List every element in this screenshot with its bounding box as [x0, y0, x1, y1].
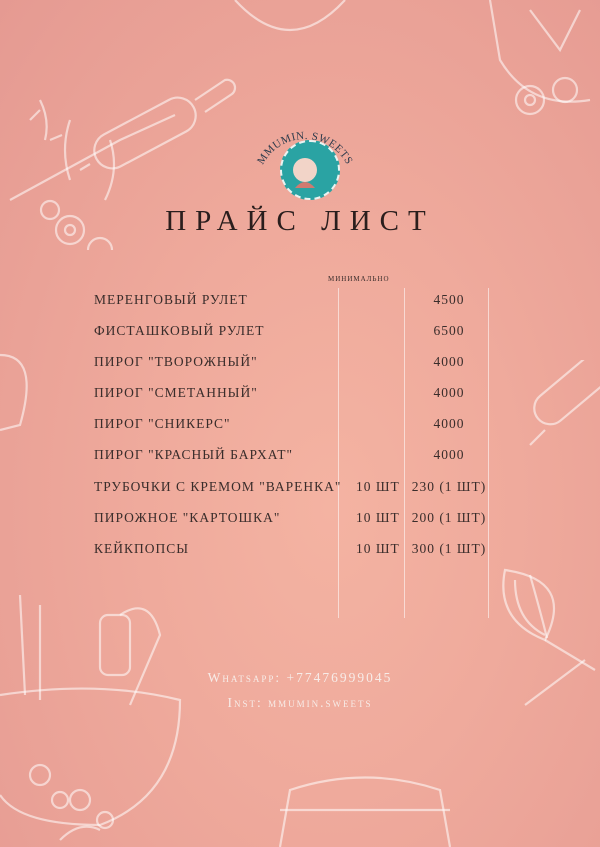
item-price: 4000	[433, 447, 465, 462]
item-name: ТРУБОЧКИ С КРЕМОМ "ВАРЕНКА"	[94, 479, 342, 494]
item-name: МЕРЕНГОВЫЙ РУЛЕТ	[94, 292, 248, 307]
table-row	[92, 412, 502, 436]
price-table	[92, 288, 492, 618]
item-min: 10 ШТ	[356, 510, 400, 525]
whatsapp-contact[interactable]: Whatsapp: +77476999045	[207, 670, 393, 685]
item-price: 4000	[433, 385, 465, 400]
instagram-contact[interactable]: Inst: mmumin.sweets	[227, 695, 373, 710]
page-title: ПРАЙС ЛИСТ	[165, 205, 435, 237]
item-name: ПИРОГ "СМЕТАННЫЙ"	[94, 385, 258, 400]
item-price: 4000	[433, 416, 465, 431]
item-name: ПИРОГ "СНИКЕРС"	[94, 416, 231, 431]
item-price: 230 (1 ШТ)	[411, 479, 487, 494]
table-row	[92, 506, 502, 530]
table-row	[92, 537, 502, 561]
item-price: 300 (1 ШТ)	[411, 541, 487, 556]
table-row	[92, 288, 502, 312]
stand-mixer-icon	[270, 770, 460, 847]
item-name: ПИРОЖНОЕ "КАРТОШКА"	[94, 510, 281, 525]
mixing-bowl-icon	[230, 0, 350, 40]
stand-mixer-icon	[470, 0, 600, 140]
item-price: 4500	[433, 292, 465, 307]
rolling-pin-icon	[520, 360, 600, 460]
item-price: 4000	[433, 354, 465, 369]
table-row	[92, 350, 502, 374]
item-min: 10 ШТ	[356, 541, 400, 556]
brand-name: MMUMIN. SWEETS	[255, 129, 355, 167]
table-row	[92, 381, 502, 405]
item-name: ФИСТАШКОВЫЙ РУЛЕТ	[94, 323, 265, 338]
spatula-icon	[0, 345, 40, 435]
table-row	[92, 443, 502, 467]
item-price: 200 (1 ШТ)	[411, 510, 487, 525]
flower-icon	[50, 760, 150, 847]
table-row	[92, 319, 502, 343]
item-price: 6500	[433, 323, 465, 338]
item-name: ПИРОГ "КРАСНЫЙ БАРХАТ"	[94, 447, 294, 462]
item-min: 10 ШТ	[356, 479, 400, 494]
item-name: КЕЙКПОПСЫ	[94, 541, 190, 556]
table-row	[92, 475, 502, 499]
minimum-column-header: минимально	[328, 273, 390, 284]
item-name: ПИРОГ "ТВОРОЖНЫЙ"	[94, 354, 258, 369]
